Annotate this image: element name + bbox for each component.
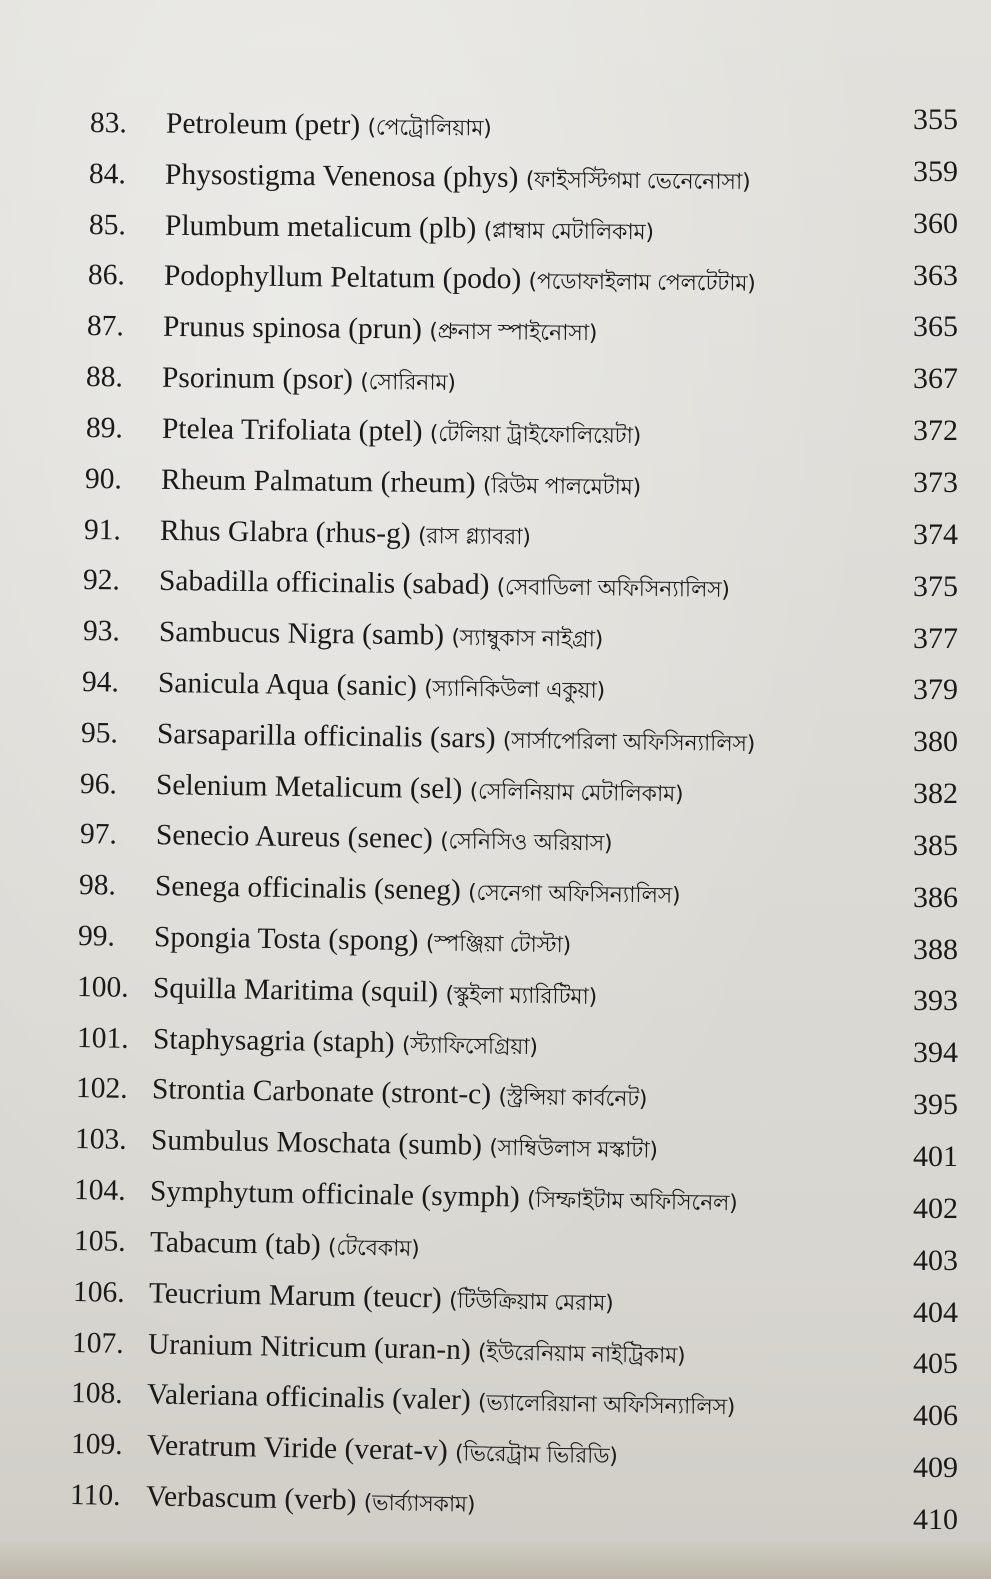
toc-entry — [71, 1373, 736, 1421]
entry-bengali-name: (স্যানিকিউলা একুয়া) — [423, 676, 605, 704]
entry-title — [155, 815, 612, 864]
toc-entry — [81, 662, 605, 704]
entry-title — [164, 205, 653, 253]
entry-bengali-name: (পডোফাইলাম পেলটেটাম) — [528, 269, 756, 298]
entry-title — [157, 714, 756, 765]
entry-bengali-name: (স্যাম্বুকাস নাইগ্রা) — [450, 625, 603, 653]
toc-entry — [71, 1323, 686, 1369]
entry-page-number: 372 — [913, 414, 958, 448]
entry-title — [146, 1476, 476, 1525]
toc-entry — [74, 1119, 658, 1164]
entry-latin-name: Plumbum metalicum (plb) — [164, 209, 477, 245]
entry-latin-name: Symphytum officinale (symph) — [150, 1175, 521, 1214]
entry-number: 103. — [74, 1123, 128, 1157]
entry-page-number: 388 — [913, 932, 958, 966]
entry-number: 97. — [79, 818, 117, 851]
entry-number: 87. — [86, 310, 125, 343]
entry-title — [156, 765, 684, 815]
page-edge-shadow — [0, 1539, 991, 1579]
entry-bengali-name: (রাস গ্ল্যাবরা) — [417, 523, 531, 550]
entry-number: 91. — [83, 513, 122, 546]
toc-entry — [69, 1475, 476, 1518]
entry-title — [152, 1019, 537, 1068]
entry-title — [149, 1273, 614, 1324]
entry-title — [148, 1324, 686, 1377]
entry-bengali-name: (টেলিয়া ট্রাইফোলিয়েটা) — [429, 421, 641, 449]
entry-latin-name: Rheum Palmatum (rheum) — [160, 463, 476, 500]
entry-page-number: 406 — [913, 1399, 958, 1433]
entry-bengali-name: (টিউক্রিয়াম মেরাম) — [448, 1288, 614, 1317]
toc-entry — [75, 1068, 648, 1113]
entry-bengali-name: (ভ্যালেরিয়ানা অফিসিন্যালিস) — [478, 1390, 736, 1421]
entry-bengali-name: (স্ট্যাফিসেগ্রিয়া) — [401, 1032, 538, 1060]
entry-page-number: 363 — [913, 258, 958, 292]
entry-number: 104. — [74, 1174, 127, 1207]
entry-bengali-name: (ফাইসস্টিগমা ভেনেনোসা) — [525, 167, 751, 195]
entry-title — [153, 968, 598, 1018]
entry-latin-name: Senega officinalis (seneg) — [154, 870, 461, 907]
entry-page-number: 401 — [913, 1140, 958, 1174]
entry-number: 109. — [70, 1428, 123, 1462]
toc-entry — [76, 1018, 538, 1060]
entry-number: 102. — [75, 1072, 128, 1106]
entry-page-number: 365 — [913, 310, 958, 344]
entry-latin-name: Sarsaparilla officinalis (sars) — [156, 717, 496, 755]
entry-title — [146, 1426, 617, 1478]
entry-page-number: 377 — [913, 621, 958, 655]
entry-latin-name: Sanicula Aqua (sanic) — [157, 666, 417, 703]
entry-number: 90. — [84, 462, 122, 496]
entry-title — [158, 612, 603, 661]
entry-latin-name: Sabadilla officinalis (sabad) — [159, 565, 490, 602]
entry-number: 83. — [89, 107, 128, 140]
entry-bengali-name: (সেলিনিয়াম মেটালিকাম) — [469, 778, 684, 807]
entry-page-number: 410 — [913, 1503, 958, 1536]
entry-title — [155, 866, 681, 917]
entry-bengali-name: (ভিরেট্রাম ভিরিডি) — [454, 1441, 618, 1470]
entry-latin-name: Sumbulus Moschata (sumb) — [150, 1124, 483, 1162]
entry-number: 89. — [85, 411, 123, 445]
entry-number: 105. — [73, 1224, 126, 1258]
entry-page-number: 404 — [913, 1295, 958, 1329]
entry-page-number: 380 — [913, 725, 958, 759]
entry-page-number: 385 — [913, 828, 958, 862]
entry-number: 96. — [80, 767, 118, 801]
toc-entry — [78, 865, 681, 909]
entry-page-number: 402 — [913, 1191, 958, 1225]
entry-title — [161, 409, 640, 457]
entry-page-number: 382 — [913, 777, 958, 811]
entry-page-number: 360 — [913, 206, 958, 240]
entry-bengali-name: (ভার্ব্যাসকাম) — [363, 1490, 476, 1518]
entry-latin-name: Valeriana officinalis (valer) — [147, 1378, 472, 1417]
entry-latin-name: Veratrum Viride (verat-v) — [146, 1429, 448, 1468]
entry-number: 100. — [77, 970, 130, 1004]
entry-latin-name: Strontia Carbonate (stront-c) — [151, 1073, 492, 1112]
toc-entry — [82, 611, 603, 653]
entry-page-number: 359 — [913, 154, 958, 188]
entry-title — [149, 1222, 419, 1270]
entry-latin-name: Verbascum (verb) — [145, 1480, 357, 1517]
entry-title — [162, 358, 456, 404]
entry-title — [161, 460, 641, 509]
entry-number: 107. — [71, 1326, 125, 1360]
entry-title — [163, 307, 598, 354]
entry-number: 93. — [82, 615, 120, 648]
entry-latin-name: Sambucus Nigra (samb) — [158, 616, 444, 652]
entry-bengali-name: (স্ট্রন্সিয়া কার্বনেট) — [498, 1085, 648, 1113]
toc-entry — [80, 713, 756, 757]
entry-bengali-name: (প্লাম্বাম মেটালিকাম) — [483, 218, 654, 245]
entry-number: 92. — [83, 564, 121, 597]
entry-page-number: 374 — [913, 517, 958, 551]
entry-title — [154, 917, 572, 966]
entry-bengali-name: (সাম্বিউলাস মস্কাটা) — [489, 1136, 658, 1164]
entry-latin-name: Podophyllum Peltatum (podo) — [163, 260, 522, 296]
toc-entry — [74, 1170, 739, 1217]
entry-number: 110. — [69, 1479, 121, 1512]
toc-entry — [73, 1221, 420, 1262]
entry-number: 84. — [89, 157, 127, 191]
entry-bengali-name: (স্পঞ্জিয়া টোস্টা) — [425, 931, 572, 959]
entry-number: 101. — [76, 1021, 129, 1055]
entry-latin-name: Squilla Maritima (squil) — [153, 972, 439, 1009]
entry-latin-name: Staphysagria (staph) — [152, 1022, 395, 1059]
entry-latin-name: Uranium Nitricum (uran-n) — [147, 1327, 472, 1366]
entry-number: 106. — [72, 1275, 125, 1309]
entry-page-number: 367 — [913, 362, 958, 396]
entry-page-number: 375 — [913, 569, 958, 603]
entry-bengali-name: (রিউম পালমেটাম) — [482, 473, 641, 501]
entry-bengali-name: (সেনিসিও অরিয়াস) — [439, 829, 613, 857]
entry-bengali-name: (প্রুনাস স্পাইনোসা) — [429, 319, 598, 347]
entry-page-number: 386 — [913, 880, 958, 914]
entry-latin-name: Petroleum (petr) — [165, 107, 361, 142]
toc-entry — [77, 967, 598, 1010]
entry-title — [166, 104, 492, 150]
toc-entry — [72, 1272, 614, 1317]
entry-number: 95. — [80, 716, 119, 750]
entry-bengali-name: (সেনেগা অফিসিন্যালিস) — [467, 880, 681, 909]
entry-number: 94. — [81, 665, 119, 699]
entry-bengali-name: (ইউরেনিয়াম নাইট্রিকাম) — [478, 1339, 686, 1369]
entry-title — [165, 155, 751, 203]
entry-bengali-name: (সিম্ফাইটাম অফিসিনেল) — [527, 1187, 739, 1217]
entry-title — [150, 1171, 738, 1224]
toc-entry — [77, 916, 572, 959]
entry-page-number: 394 — [913, 1036, 958, 1070]
toc-entry — [80, 764, 684, 807]
entry-page-number: 379 — [913, 673, 958, 707]
entry-title — [164, 256, 756, 305]
entry-latin-name: Rhus Glabra (rhus-g) — [159, 514, 411, 550]
toc-entry — [70, 1424, 618, 1470]
entry-page-number: 393 — [913, 984, 958, 1018]
entry-latin-name: Prunus spinosa (prun) — [162, 311, 423, 346]
toc-entry — [79, 814, 613, 857]
entry-bengali-name: (পেট্রোলিয়াম) — [367, 115, 492, 142]
entry-page-number: 373 — [913, 465, 958, 499]
entry-latin-name: Spongia Tosta (spong) — [153, 921, 419, 958]
entry-number: 99. — [77, 920, 116, 953]
entry-number: 85. — [88, 208, 126, 241]
entry-latin-name: Ptelea Trifoliata (ptel) — [161, 412, 423, 448]
entry-page-number: 405 — [913, 1347, 958, 1381]
entry-title — [151, 1121, 658, 1172]
entry-title — [158, 663, 605, 712]
entry-number: 108. — [71, 1377, 124, 1411]
entry-bengali-name: (সার্সাপেরিলা অফিসিন্যালিস) — [502, 728, 756, 757]
entry-page-number: 409 — [913, 1451, 958, 1485]
entry-latin-name: Senecio Aureus (senec) — [155, 819, 433, 856]
entry-latin-name: Psorinum (psor) — [162, 361, 354, 396]
entry-number: 98. — [78, 869, 116, 902]
entry-number: 88. — [86, 361, 124, 394]
entry-bengali-name: (স্কুইলা ম্যারিটিমা) — [445, 982, 598, 1010]
entry-number: 86. — [87, 259, 125, 292]
entry-latin-name: Physostigma Venenosa (phys) — [165, 158, 519, 194]
entry-title — [147, 1375, 736, 1429]
entry-page-number: 395 — [913, 1088, 958, 1122]
entry-latin-name: Selenium Metalicum (sel) — [156, 768, 463, 805]
entry-title — [160, 510, 531, 557]
entry-latin-name: Tabacum (tab) — [149, 1226, 321, 1262]
entry-bengali-name: (টেবেকাম) — [327, 1235, 420, 1262]
entry-bengali-name: (সেবাডিলা অফিসিন্যালিস) — [496, 575, 731, 604]
entry-page-number: 355 — [913, 103, 958, 136]
entry-latin-name: Teucrium Marum (teucr) — [148, 1277, 442, 1315]
entry-page-number: 403 — [913, 1243, 958, 1277]
entry-title — [159, 561, 730, 611]
entry-title — [152, 1070, 648, 1121]
entry-bengali-name: (সোরিনাম) — [360, 369, 457, 396]
